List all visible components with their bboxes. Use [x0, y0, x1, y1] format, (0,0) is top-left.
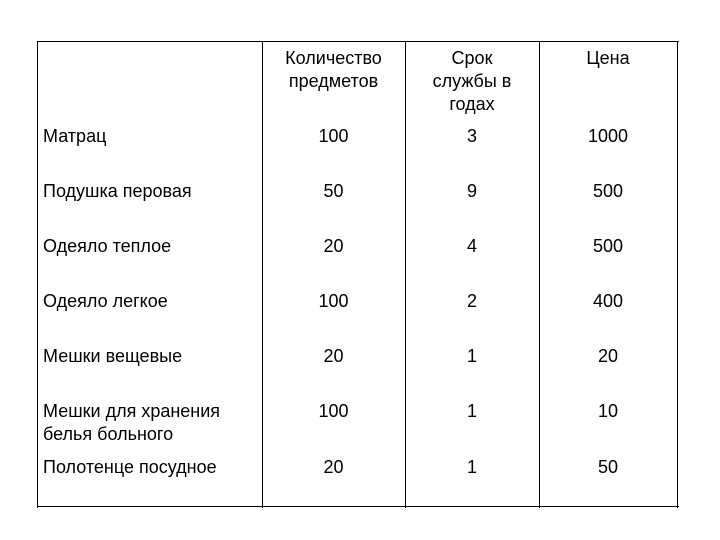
- items-table: [37, 41, 679, 508]
- row-label: Одеяло легкое: [43, 291, 168, 311]
- row-price: 20: [597, 346, 619, 366]
- row-price: 500: [592, 236, 624, 256]
- row-label: Подушка перовая: [43, 181, 192, 201]
- row-quantity: 20: [323, 346, 344, 366]
- row-quantity: 100: [318, 291, 349, 311]
- row-years: 1: [466, 346, 477, 366]
- row-price: 10: [597, 401, 619, 421]
- border-left: [37, 41, 38, 508]
- row-label: Полотенце посудное: [43, 457, 217, 477]
- row-price: 50: [597, 457, 619, 477]
- row-price: 500: [592, 181, 624, 201]
- row-label: Одеяло теплое: [43, 236, 172, 256]
- row-quantity: 50: [323, 181, 344, 201]
- row-years: 4: [466, 236, 477, 256]
- row-quantity: 100: [318, 126, 349, 146]
- border-top: [37, 41, 679, 42]
- row-years: 2: [466, 291, 477, 311]
- row-years: 9: [466, 181, 477, 201]
- header-price: Цена: [586, 48, 630, 68]
- row-years: 1: [466, 401, 477, 421]
- row-years: 1: [466, 457, 477, 477]
- header-service-life: Срок службы в годах: [432, 48, 512, 114]
- row-quantity: 100: [318, 401, 349, 421]
- row-quantity: 20: [323, 236, 344, 256]
- row-quantity: 20: [323, 457, 344, 477]
- column-divider-3: [539, 41, 540, 508]
- row-label: Матрац: [43, 126, 107, 146]
- row-price: 1000: [587, 126, 629, 146]
- row-price: 400: [592, 291, 624, 311]
- border-right: [677, 41, 678, 508]
- header-quantity: Количество предметов: [285, 48, 382, 91]
- row-label: Мешки вещевые: [43, 346, 183, 366]
- border-bottom: [37, 506, 679, 507]
- row-label: Мешки для хранения белья больного: [43, 401, 221, 444]
- row-years: 3: [466, 126, 477, 146]
- column-divider-1: [262, 41, 263, 508]
